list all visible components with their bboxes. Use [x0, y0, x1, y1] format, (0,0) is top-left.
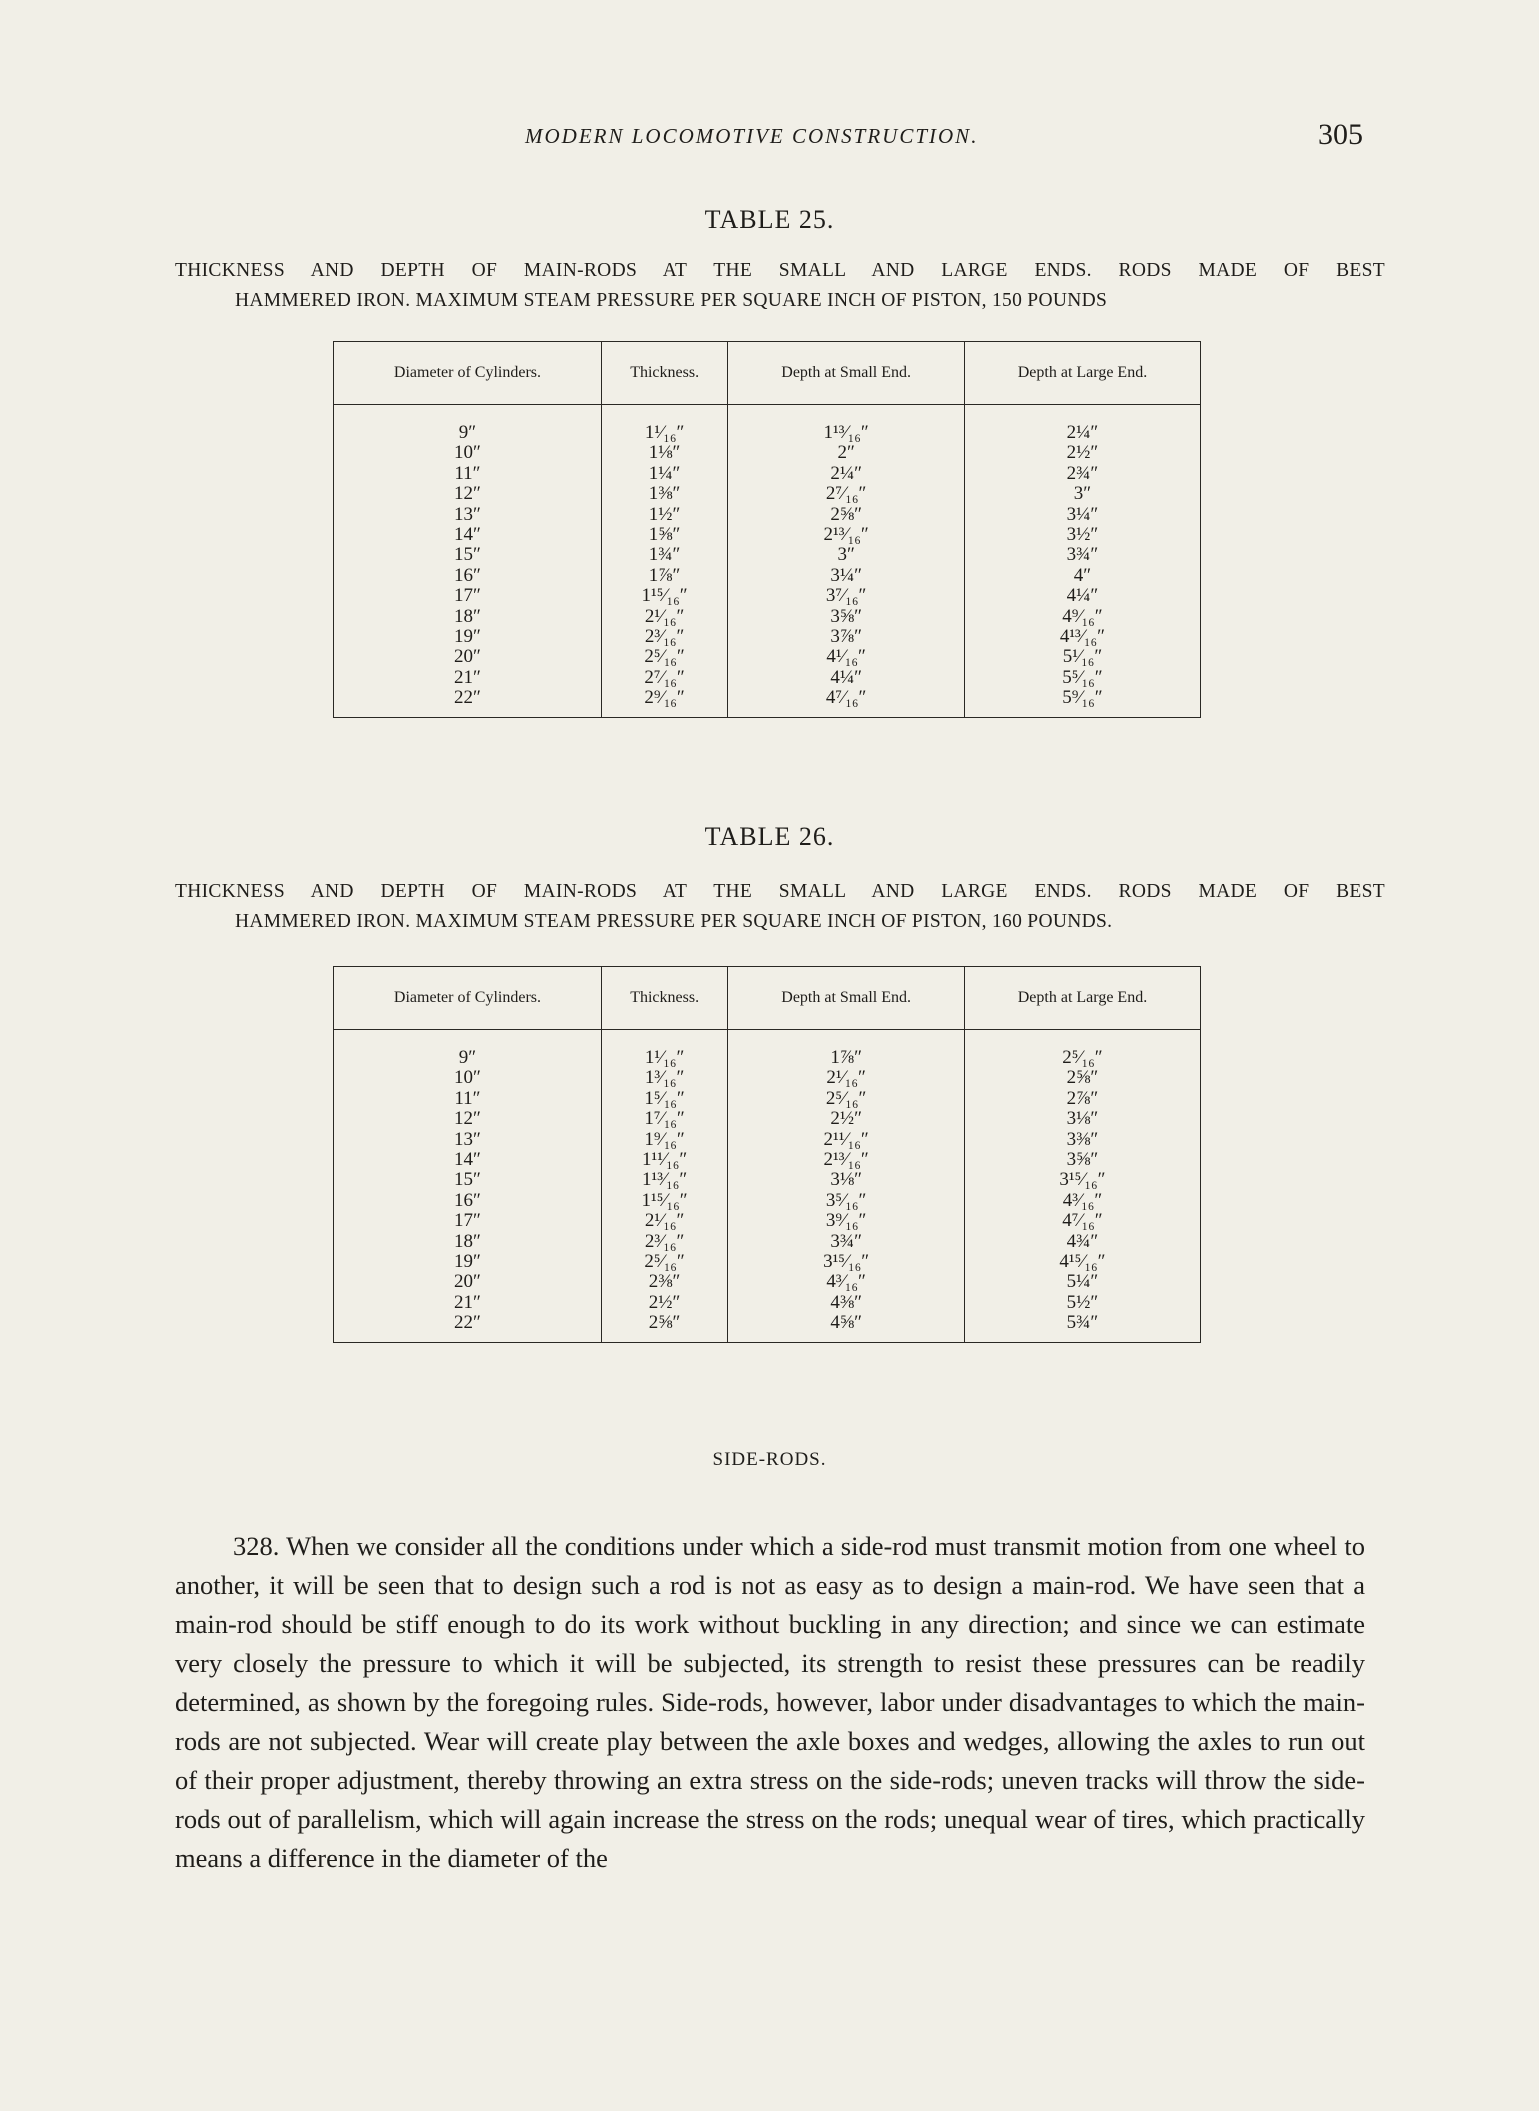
table-cell: 3″ — [728, 545, 965, 565]
column-header: Depth at Small End. — [728, 967, 965, 1030]
table-cell: 2¼″ — [728, 464, 965, 484]
table-cell: 3⅜″ — [964, 1130, 1200, 1150]
table-cell: 2¼″ — [964, 405, 1200, 444]
table-26-title: TABLE 26. — [704, 822, 835, 851]
table-cell: 4⁷⁄₁₆″ — [964, 1211, 1200, 1231]
table-cell: 3⁵⁄₁₆″ — [728, 1191, 965, 1211]
table-row — [334, 443, 1201, 463]
table-cell: 1¹⁵⁄₁₆″ — [601, 1191, 727, 1211]
table-cell: 14″ — [454, 524, 481, 546]
table-25-caption — [175, 256, 1385, 316]
table-cell: 3¼″ — [728, 566, 965, 586]
table-row — [334, 607, 1201, 627]
table-cell: 4⁹⁄₁₆″ — [964, 607, 1200, 627]
table-row — [334, 464, 1201, 484]
table-cell: 2¹⁄₁₆″ — [601, 1211, 727, 1231]
table-cell: 9″ — [458, 422, 477, 443]
table-cell: 1³⁄₁₆″ — [601, 1068, 727, 1088]
table-cell: 9″ — [458, 1047, 477, 1068]
table-cell: 11″ — [454, 1087, 481, 1109]
table-cell: 2³⁄₁₆″ — [601, 1232, 727, 1252]
column-header: Diameter of Cylinders. — [334, 967, 602, 1030]
table-cell: 1¹³⁄₁₆″ — [601, 1170, 727, 1190]
table-cell: 2¹⁄₁₆″ — [728, 1068, 965, 1088]
table-cell: 21″ — [454, 666, 481, 688]
running-head — [0, 118, 1539, 158]
table-cell: 20″ — [454, 646, 481, 668]
table-row — [334, 545, 1201, 565]
table-cell: 3⁷⁄₁₆″ — [728, 586, 965, 606]
table-row — [334, 505, 1201, 525]
table-cell: 1⅝″ — [601, 525, 727, 545]
table-26-caption-line-1: THICKNESS AND DEPTH OF MAIN-RODS AT THE SMALL AND LARGE ENDS. RODS MADE OF BEST — [175, 881, 1385, 902]
table-cell: 2½″ — [601, 1293, 727, 1313]
table-25 — [333, 341, 1201, 718]
table-row — [334, 1293, 1201, 1313]
table-cell: 2⅝″ — [601, 1313, 727, 1342]
table-cell: 1⁹⁄₁₆″ — [601, 1130, 727, 1150]
table-cell: 1¹¹⁄₁₆″ — [601, 1150, 727, 1170]
table-cell: 1¹⁵⁄₁₆″ — [601, 586, 727, 606]
table-cell: 22″ — [454, 687, 481, 709]
section-heading: SIDE-RODS. — [712, 1449, 827, 1470]
table-cell: 13″ — [454, 503, 481, 525]
table-cell: 10″ — [454, 442, 481, 464]
table-cell: 19″ — [454, 1251, 481, 1273]
table-cell: 20″ — [454, 1271, 481, 1293]
table-cell: 2¹⁄₁₆″ — [601, 607, 727, 627]
table-cell: 2″ — [728, 443, 965, 463]
table-cell: 17″ — [454, 585, 481, 607]
table-cell: 21″ — [454, 1291, 481, 1313]
table-cell: 1¹³⁄₁₆″ — [728, 405, 965, 444]
table-cell: 3¹⁵⁄₁₆″ — [728, 1252, 965, 1272]
table-row — [334, 1313, 1201, 1342]
table-cell: 2⅝″ — [728, 505, 965, 525]
table-25-caption-line-2: HAMMERED IRON. MAXIMUM STEAM PRESSURE PER SQUARE INCH OF PISTON, 150 POUNDS — [235, 290, 1108, 311]
table-cell: 1⁵⁄₁₆″ — [601, 1089, 727, 1109]
table-26 — [333, 966, 1201, 1343]
table-cell: 1⅛″ — [601, 443, 727, 463]
page-number: 305 — [1318, 118, 1363, 151]
table-cell: 17″ — [454, 1210, 481, 1232]
table-cell: 1¹⁄₁₆″ — [601, 405, 727, 444]
table-header-row — [334, 342, 1201, 405]
column-header: Depth at Large End. — [964, 967, 1200, 1030]
table-cell: 2¹¹⁄₁₆″ — [728, 1130, 965, 1150]
table-26-caption — [175, 877, 1385, 937]
body-paragraph: 328. When we consider all the conditions under which a side-rod must transmit motion from one wheel to another, it will be seen that to design such a rod is not as easy as to design a main-rod. We have seen that a main-rod should be stiff enough to do its work without buckling in any direction; and since we can estimate very closely the pressure to which it will be subjected, its strength to resist these pressures can be readily determined, as shown by the foregoing rules. Side-rods, however, labor under disadvantages to which the main-rods are not subjected. Wear will create play between the axle boxes and wedges, allowing the axles to run out of their proper adjustment, thereby throwing an extra stress on the side-rods; uneven tracks will throw the side-rods out of parallelism, which will again increase the stress on the rods; unequal wear of tires, which practically means a difference in the diameter of the — [175, 1530, 1365, 1873]
table-cell: 19″ — [454, 626, 481, 648]
table-cell: 4¼″ — [964, 586, 1200, 606]
table-cell: 13″ — [454, 1128, 481, 1150]
table-row — [334, 525, 1201, 545]
table-cell: 2⅝″ — [964, 1068, 1200, 1088]
table-25-title: TABLE 25. — [704, 205, 835, 234]
table-cell: 15″ — [454, 544, 481, 566]
table-cell: 14″ — [454, 1149, 481, 1171]
table-row — [334, 586, 1201, 606]
table-cell: 2⁹⁄₁₆″ — [601, 688, 727, 717]
table-cell: 2¹³⁄₁₆″ — [728, 1150, 965, 1170]
table-cell: 4⅝″ — [728, 1313, 965, 1342]
table-cell: 5¾″ — [964, 1313, 1200, 1342]
table-25-caption-line-1: THICKNESS AND DEPTH OF MAIN-RODS AT THE SMALL AND LARGE ENDS. RODS MADE OF BEST — [175, 260, 1385, 281]
table-row — [334, 1130, 1201, 1150]
table-cell: 2⅞″ — [964, 1089, 1200, 1109]
table-row — [334, 1109, 1201, 1129]
table-26-caption-line-2: HAMMERED IRON. MAXIMUM STEAM PRESSURE PER SQUARE INCH OF PISTON, 160 POUNDS. — [235, 911, 1113, 932]
table-cell: 16″ — [454, 564, 481, 586]
table-cell: 4⅜″ — [728, 1293, 965, 1313]
table-row — [334, 1170, 1201, 1190]
table-row — [334, 1191, 1201, 1211]
table-cell: 5¼″ — [964, 1272, 1200, 1292]
table-cell: 1⁷⁄₁₆″ — [601, 1109, 727, 1129]
table-cell: 1¾″ — [601, 545, 727, 565]
column-header: Diameter of Cylinders. — [334, 342, 602, 405]
table-cell: 4¾″ — [964, 1232, 1200, 1252]
table-cell: 4¹³⁄₁₆″ — [964, 627, 1200, 647]
table-cell: 3″ — [964, 484, 1200, 504]
table-header-row — [334, 967, 1201, 1030]
table-cell: 4⁷⁄₁₆″ — [728, 688, 965, 717]
table-cell: 3¹⁵⁄₁₆″ — [964, 1170, 1200, 1190]
table-row — [334, 668, 1201, 688]
table-row — [334, 484, 1201, 504]
table-cell: 16″ — [454, 1189, 481, 1211]
table-cell: 15″ — [454, 1169, 481, 1191]
table-cell: 3⅛″ — [964, 1109, 1200, 1129]
table-cell: 2½″ — [964, 443, 1200, 463]
table-row — [334, 647, 1201, 667]
table-cell: 3⅞″ — [728, 627, 965, 647]
table-cell: 1⅞″ — [728, 1030, 965, 1069]
table-cell: 1⅜″ — [601, 484, 727, 504]
table-cell: 10″ — [454, 1067, 481, 1089]
table-cell: 2⁵⁄₁₆″ — [601, 647, 727, 667]
table-row — [334, 1232, 1201, 1252]
table-row — [334, 1068, 1201, 1088]
column-header: Thickness. — [601, 342, 727, 405]
table-cell: 1⅞″ — [601, 566, 727, 586]
table-row — [334, 566, 1201, 586]
table-row — [334, 1030, 1201, 1069]
table-cell: 4″ — [964, 566, 1200, 586]
table-cell: 4³⁄₁₆″ — [964, 1191, 1200, 1211]
table-cell: 4¼″ — [728, 668, 965, 688]
table-cell: 2⁵⁄₁₆″ — [964, 1030, 1200, 1069]
table-cell: 18″ — [454, 605, 481, 627]
table-cell: 5½″ — [964, 1293, 1200, 1313]
table-cell: 2¹³⁄₁₆″ — [728, 525, 965, 545]
table-cell: 18″ — [454, 1230, 481, 1252]
table-cell: 5⁵⁄₁₆″ — [964, 668, 1200, 688]
table-cell: 12″ — [454, 483, 481, 505]
running-title: MODERN LOCOMOTIVE CONSTRUCTION. — [525, 124, 979, 148]
table-cell: 1¼″ — [601, 464, 727, 484]
table-cell: 3⁹⁄₁₆″ — [728, 1211, 965, 1231]
table-cell: 4¹⁄₁₆″ — [728, 647, 965, 667]
table-cell: 2⁵⁄₁₆″ — [728, 1089, 965, 1109]
table-cell: 22″ — [454, 1312, 481, 1334]
table-row — [334, 1272, 1201, 1292]
table-cell: 11″ — [454, 462, 481, 484]
table-cell: 2⁷⁄₁₆″ — [601, 668, 727, 688]
table-row — [334, 688, 1201, 717]
table-row — [334, 405, 1201, 444]
table-cell: 2½″ — [728, 1109, 965, 1129]
table-row — [334, 1211, 1201, 1231]
table-cell: 3¼″ — [964, 505, 1200, 525]
table-row — [334, 627, 1201, 647]
table-cell: 3¾″ — [964, 545, 1200, 565]
column-header: Depth at Small End. — [728, 342, 965, 405]
table-cell: 2⅜″ — [601, 1272, 727, 1292]
table-cell: 5¹⁄₁₆″ — [964, 647, 1200, 667]
table-cell: 2³⁄₁₆″ — [601, 627, 727, 647]
table-row — [334, 1252, 1201, 1272]
column-header: Depth at Large End. — [964, 342, 1200, 405]
table-cell: 3⅝″ — [728, 607, 965, 627]
column-header: Thickness. — [601, 967, 727, 1030]
table-row — [334, 1089, 1201, 1109]
table-cell: 3⅛″ — [728, 1170, 965, 1190]
table-cell: 2⁵⁄₁₆″ — [601, 1252, 727, 1272]
table-cell: 2⁷⁄₁₆″ — [728, 484, 965, 504]
table-cell: 12″ — [454, 1108, 481, 1130]
table-row — [334, 1150, 1201, 1170]
table-cell: 4³⁄₁₆″ — [728, 1272, 965, 1292]
table-cell: 4¹⁵⁄₁₆″ — [964, 1252, 1200, 1272]
table-cell: 1½″ — [601, 505, 727, 525]
table-cell: 3¾″ — [728, 1232, 965, 1252]
table-cell: 1¹⁄₁₆″ — [601, 1030, 727, 1069]
table-cell: 3½″ — [964, 525, 1200, 545]
table-cell: 5⁹⁄₁₆″ — [964, 688, 1200, 717]
table-cell: 2¾″ — [964, 464, 1200, 484]
table-cell: 3⅝″ — [964, 1150, 1200, 1170]
